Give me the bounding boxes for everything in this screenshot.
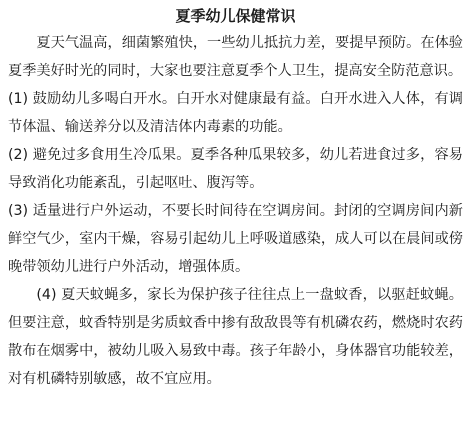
tip-paragraph-2: (2) 避免过多食用生冷瓜果。夏季各种瓜果较多，幼儿若进食过多，容易导致消化功能紊乱，引起呕吐、腹泻等。 <box>8 147 463 191</box>
tip-paragraph-1: (1) 鼓励幼儿多喝白开水。白开水对健康最有益。白开水进入人体，有调节体温、输送养分以及清洁体内毒素的功能。 <box>8 91 463 135</box>
tip-paragraph-3: (3) 适量进行户外运动，不要长时间待在空调房间。封闭的空调房间内新鲜空气少，室内干燥，容易引起幼儿上呼吸道感染，成人可以在晨间或傍晚带领幼儿进行户外活动，增强体质。 <box>8 203 463 275</box>
intro-paragraph: 夏天气温高，细菌繁殖快，一些幼儿抵抗力差，要提早预防。在体验夏季美好时光的同时，大家也要注意夏季个人卫生，提高安全防范意识。 <box>8 35 463 79</box>
document-title: 夏季幼儿保健常识 <box>175 7 296 25</box>
tip-paragraph-4: (4) 夏天蚊蝇多，家长为保护孩子往往点上一盘蚊香，以驱赶蚊蝇。但要注意，蚊香特别是劣质蚊香中掺有敌敌畏等有机磷农药，燃烧时农药散布在烟雾中，被幼儿吸入易致中毒。孩子年龄小，身体器官功能较差，对有机磷特别敏感，故不宜应用。 <box>8 287 463 387</box>
